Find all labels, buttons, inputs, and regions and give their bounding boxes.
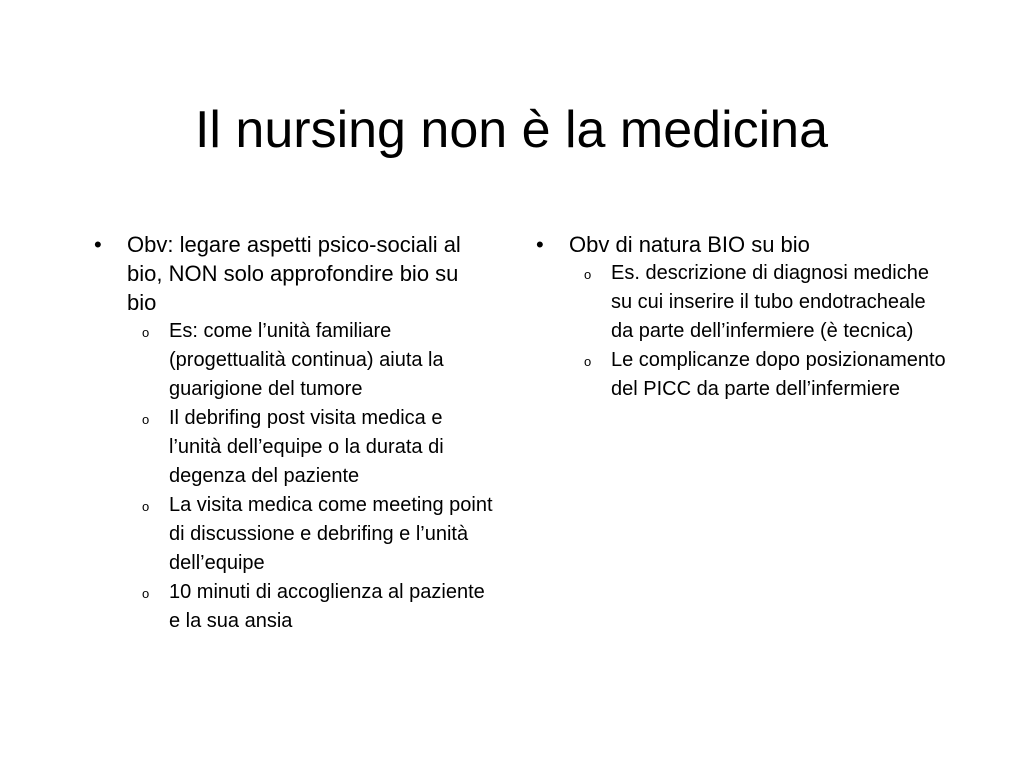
list-item-text: La visita medica come meeting point di discussione e debrifing e l’unità dell’equipe <box>169 494 493 574</box>
right-column <box>536 230 956 404</box>
bullet-icon: • <box>94 232 102 257</box>
list-item <box>94 578 514 636</box>
right-bullet-text: Obv di natura BIO su bio <box>569 232 810 257</box>
list-item <box>94 491 514 578</box>
left-column <box>94 230 514 636</box>
bullet-icon: • <box>536 232 544 257</box>
list-item-text: Il debrifing post visita medica e l’unità dell’equipe o la durata di degenza del paziente <box>169 407 444 487</box>
list-item <box>94 317 514 404</box>
list-item-text: 10 minuti di accoglienza al paziente e la sua ansia <box>169 581 485 632</box>
right-sublist <box>536 259 956 404</box>
list-item <box>94 404 514 491</box>
circle-bullet-icon: o <box>142 325 150 340</box>
list-item <box>536 259 956 346</box>
circle-bullet-icon: o <box>584 267 592 282</box>
circle-bullet-icon: o <box>142 499 150 514</box>
list-item-text: Le complicanze dopo posizionamento del PICC da parte dell’infermiere <box>611 349 946 400</box>
left-sublist <box>94 317 514 636</box>
circle-bullet-icon: o <box>142 412 150 427</box>
left-bullet-text: Obv: legare aspetti psico-sociali al bio, NON solo approfondire bio su bio <box>127 232 461 315</box>
circle-bullet-icon: o <box>584 354 592 369</box>
right-bullet <box>536 230 956 259</box>
list-item <box>536 346 956 404</box>
list-item-text: Es. descrizione di diagnosi mediche su cui inserire il tubo endotracheale da parte dell’infermiere (è tecnica) <box>611 262 929 342</box>
list-item-text: Es: come l’unità familiare (progettualità continua) aiuta la guarigione del tumore <box>169 320 444 400</box>
left-bullet <box>94 230 514 317</box>
circle-bullet-icon: o <box>142 586 150 601</box>
slide-title: Il nursing non è la medicina <box>194 101 829 159</box>
